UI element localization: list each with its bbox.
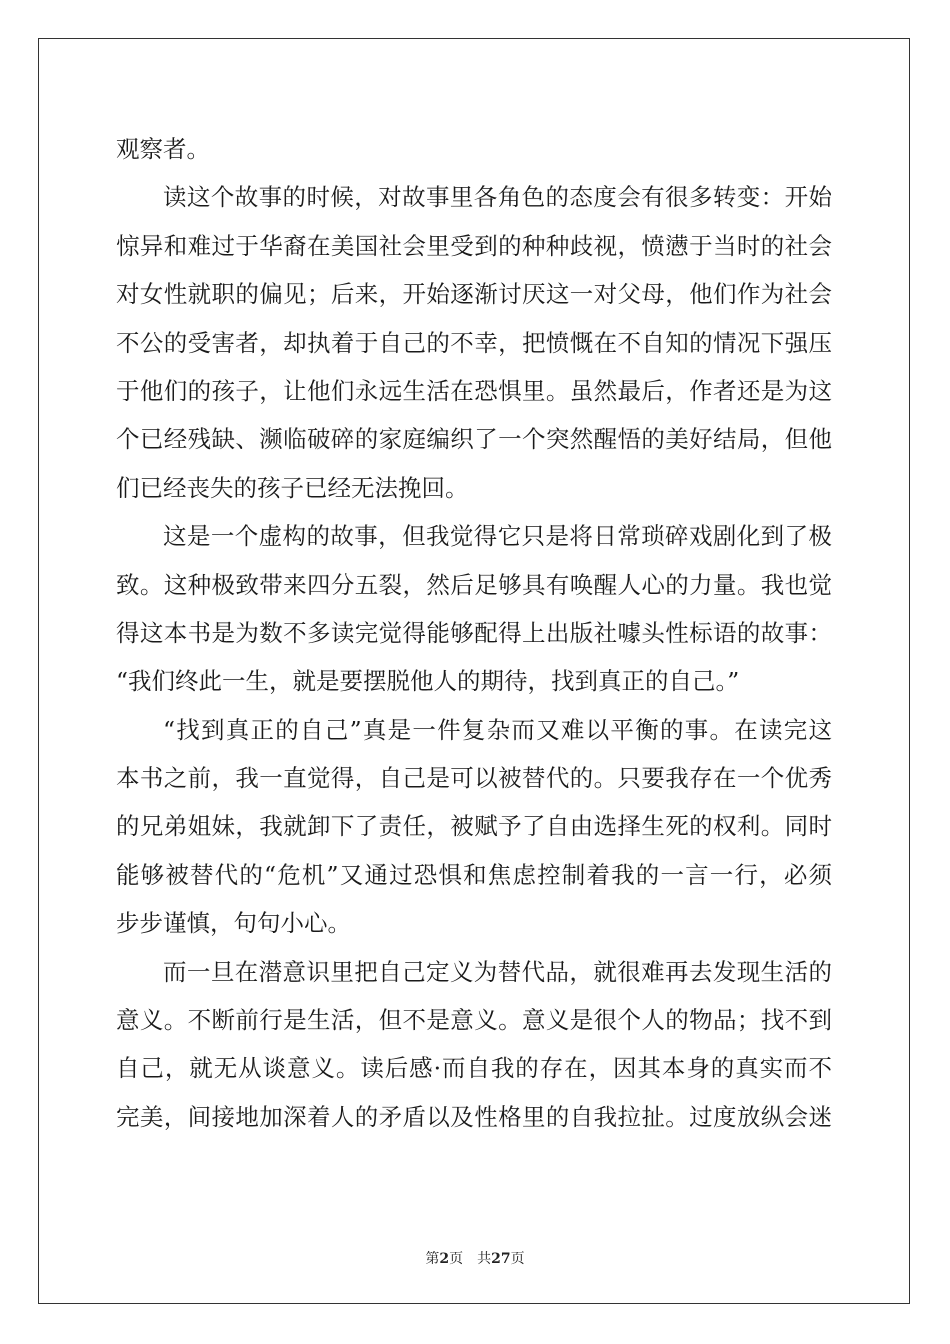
text-line: 自己，就无从谈意义。读后感·而自我的存在，因其本身的真实而不 bbox=[116, 1054, 832, 1083]
text-line: 完美，间接地加深着人的矛盾以及性格里的自我拉扯。过度放纵会迷 bbox=[116, 1102, 832, 1131]
document-body bbox=[116, 125, 832, 1141]
text-line: 而一旦在潜意识里把自己定义为替代品，就很难再去发现生活的 bbox=[163, 957, 832, 986]
text-line: 的兄弟姐妹，我就卸下了责任，被赋予了自由选择生死的权利。同时 bbox=[116, 812, 832, 841]
total-suffix: 页 bbox=[510, 1251, 525, 1267]
text-line: 对女性就职的偏见；后来，开始逐渐讨厌这一对父母，他们作为社会 bbox=[116, 280, 832, 309]
text-line: 步步谨慎，句句小心。 bbox=[116, 909, 351, 938]
text-line: 惊异和难过于华裔在美国社会里受到的种种歧视，愤懑于当时的社会 bbox=[116, 231, 832, 260]
page-number: 2 bbox=[439, 1251, 450, 1267]
text-line: 能够被替代的“危机”又通过恐惧和焦虑控制着我的一言一行，必须 bbox=[116, 860, 832, 889]
text-line: “我们终此一生，就是要摆脱他人的期待，找到真正的自己。” bbox=[116, 667, 740, 696]
text-line: “找到真正的自己”真是一件复杂而又难以平衡的事。在读完这 bbox=[163, 715, 832, 744]
total-pages: 27 bbox=[491, 1251, 511, 1267]
text-line: 观察者。 bbox=[116, 135, 210, 163]
text-line: 于他们的孩子，让他们永远生活在恐惧里。虽然最后，作者还是为这 bbox=[116, 376, 832, 405]
text-line: 们已经丧失的孩子已经无法挽回。 bbox=[116, 473, 469, 502]
page-suffix: 页 bbox=[449, 1251, 464, 1267]
text-line: 得这本书是为数不多读完觉得能够配得上出版社噱头性标语的故事： bbox=[116, 618, 832, 647]
page-footer bbox=[0, 1248, 950, 1268]
text-line: 本书之前，我一直觉得，自己是可以被替代的。只要我存在一个优秀 bbox=[116, 764, 832, 793]
total-prefix: 共 bbox=[477, 1251, 492, 1267]
text-line: 个已经残缺、濒临破碎的家庭编织了一个突然醒悟的美好结局，但他 bbox=[116, 425, 832, 454]
text-line: 致。这种极致带来四分五裂，然后足够具有唤醒人心的力量。我也觉 bbox=[116, 570, 832, 599]
text-line: 读这个故事的时候，对故事里各角色的态度会有很多转变：开始 bbox=[163, 183, 832, 212]
page-prefix: 第 bbox=[425, 1251, 440, 1267]
text-line: 意义。不断前行是生活，但不是意义。意义是很个人的物品；找不到 bbox=[116, 1006, 832, 1035]
text-line: 这是一个虚构的故事，但我觉得它只是将日常琐碎戏剧化到了极 bbox=[163, 522, 832, 551]
text-line: 不公的受害者，却执着于自己的不幸，把愤慨在不自知的情况下强压 bbox=[116, 328, 832, 357]
